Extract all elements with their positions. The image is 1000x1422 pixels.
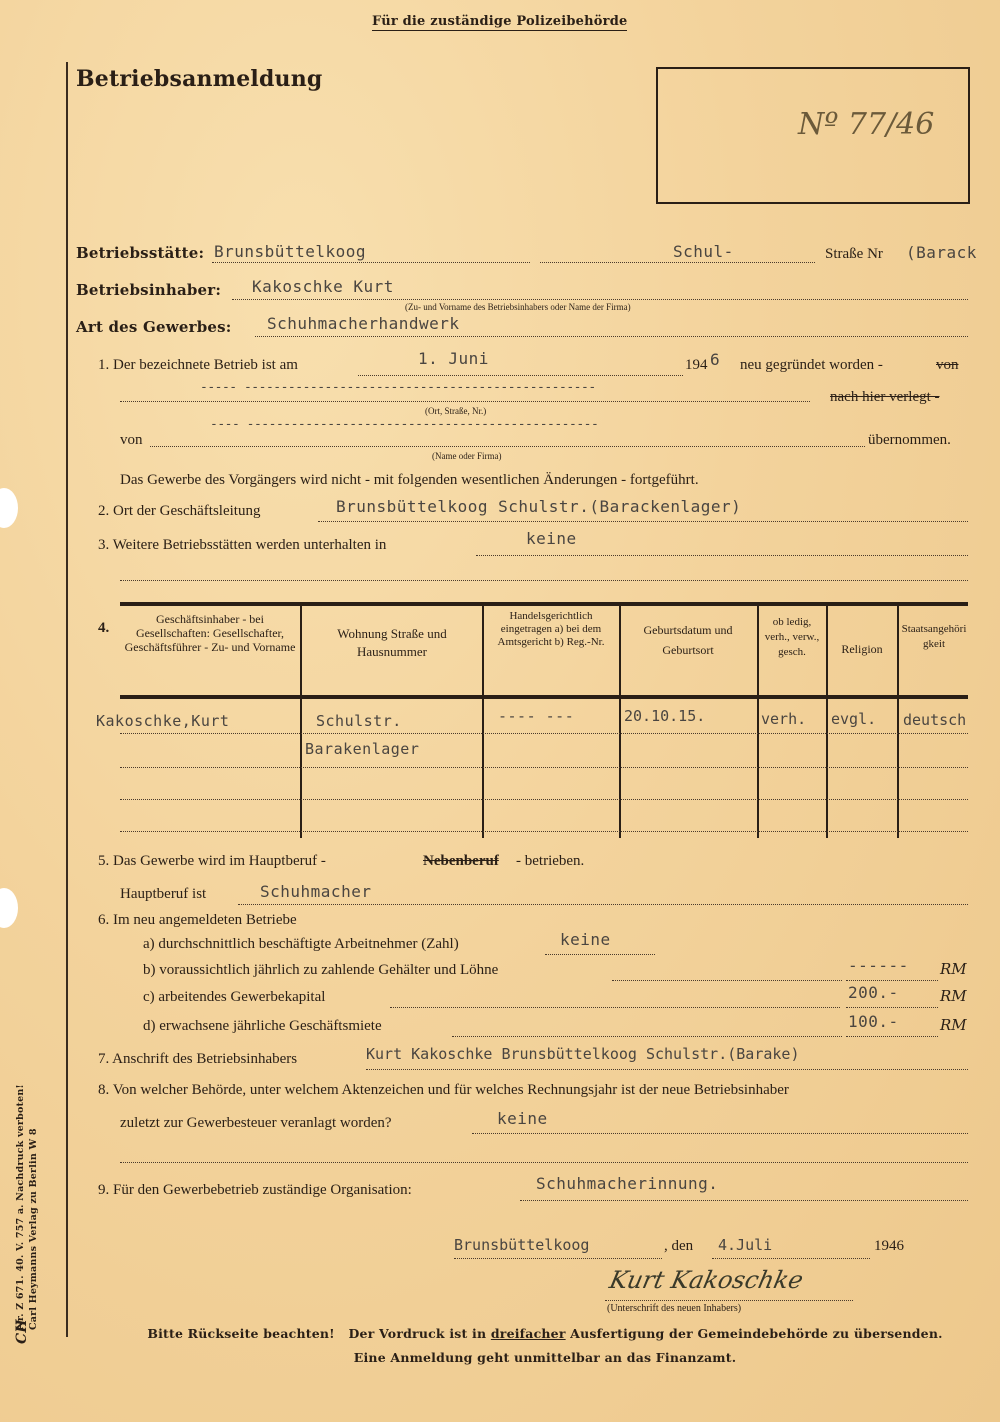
item2-value: Brunsbüttelkoog Schulstr.(Barackenlager) (336, 497, 742, 516)
item6-b-value: ------ (848, 956, 909, 975)
table-row-line (120, 766, 968, 768)
inhaber-label: Betriebsinhaber: (76, 281, 222, 299)
item6-a-field[interactable] (545, 930, 655, 955)
cell-religion[interactable]: evgl. (831, 710, 877, 728)
item6-c-leader (390, 991, 840, 1008)
strasse-nr-value: (Barack (906, 243, 977, 262)
item9-field[interactable] (520, 1174, 968, 1201)
item3-field[interactable] (476, 529, 968, 556)
margin-line2: Carl Heymanns Verlag zu Berlin W 8 (28, 1128, 39, 1330)
item6-c-value: 200.- (848, 983, 899, 1002)
place-value: Brunsbüttelkoog (454, 1236, 590, 1254)
item9-value: Schuhmacherinnung. (536, 1174, 719, 1193)
margin-line1: Nr. Z 671. 40. V. 757 a. Nachdruck verboten! (15, 1084, 26, 1330)
item7-field[interactable] (366, 1045, 968, 1070)
strasse-field[interactable] (540, 242, 815, 263)
item3-value: keine (526, 529, 577, 548)
item1-year-prefix: 194 (685, 357, 708, 373)
item6-a-value: keine (560, 930, 611, 949)
item8-field[interactable] (472, 1109, 968, 1134)
publisher-monogram-logo: CH (14, 1319, 30, 1344)
table-header-wohnung: Wohnung Straße und Hausnummer (337, 626, 447, 659)
item1-von-label: von (120, 432, 143, 448)
item5-struck: Nebenberuf (423, 853, 499, 869)
item1-hint-ort: (Ort, Straße, Nr.) (425, 406, 487, 416)
footer-line1 (122, 1326, 968, 1342)
item8-line2: zuletzt zur Gewerbesteuer veranlagt worden? (120, 1115, 392, 1131)
item9-label: 9. Für den Gewerbebetrieb zuständige Organisation: (98, 1182, 412, 1198)
item3-extra-line[interactable] (120, 578, 968, 581)
gewerbe-field[interactable] (255, 314, 968, 337)
strasse-label: Straße Nr (825, 246, 883, 262)
cell-handel[interactable]: ---- --- (498, 707, 575, 725)
item6-b-field[interactable] (846, 956, 938, 981)
item6-a-label: a) durchschnittlich beschäftigte Arbeitnehmer (Zahl) (143, 936, 459, 952)
table-col-divider (826, 604, 828, 838)
table-header-handel: Handelsgerichtlich eingetragen a) bei dem Amtsgericht b) Reg.-Nr. (497, 610, 605, 648)
gewerbe-value: Schuhmacherhandwerk (267, 314, 460, 333)
item1-dashes-2: ---- ------------------------------------------------ (210, 417, 599, 432)
file-number-box (656, 67, 970, 204)
inhaber-hint: (Zu- und Vorname des Betriebsinhabers oder Name der Firma) (405, 302, 631, 312)
cell-wohnung[interactable]: Schulstr. (316, 712, 402, 730)
item6-d-value: 100.- (848, 1012, 899, 1031)
authority-note: Für die zuständige Polizeibehörde (372, 14, 628, 29)
item6-c-field[interactable] (846, 983, 938, 1008)
betriebsstaette-value: Brunsbüttelkoog (214, 242, 366, 261)
item5-haupt-field[interactable] (238, 882, 968, 905)
item1-text-e: Das Gewerbe des Vorgängers wird nicht - mit folgenden wesentlichen Änderungen - fortgeführt. (120, 472, 699, 488)
item6-d-label: d) erwachsene jährliche Geschäftsmiete (143, 1018, 382, 1034)
item5-haupt-label: Hauptberuf ist (120, 886, 207, 902)
table-header-rule (120, 695, 968, 699)
table-col-divider (619, 604, 621, 838)
item1-date-field[interactable] (358, 349, 683, 376)
cell-wohnung-line2[interactable]: Barakenlager (305, 740, 420, 758)
den-label: , den (664, 1238, 694, 1254)
item3-label: 3. Weitere Betriebsstätten werden unterhalten in (98, 537, 387, 553)
item6-c-currency: RM (940, 987, 967, 1005)
table-top-rule (120, 602, 968, 606)
table-col-divider (300, 604, 302, 838)
signature-hint: (Unterschrift des neuen Inhabers) (607, 1303, 742, 1314)
table-header-inhaber: Geschäftsinhaber - bei Gesellschaften: Gesellschafter, Geschäftsführer - Zu- und Vorname (124, 612, 296, 654)
item1-text-a: 1. Der bezeichnete Betrieb ist am (98, 357, 298, 373)
footer-text-c: Ausfertigung der Gemeindebehörde zu übersenden. (570, 1326, 943, 1341)
file-number: Nº 77/46 (798, 107, 935, 142)
item1-hint-name: (Name oder Firma) (432, 451, 502, 461)
betriebsstaette-label: Betriebsstätte: (76, 244, 205, 262)
footer-underlined: dreifacher (490, 1326, 566, 1341)
item6-b-label: b) voraussichtlich jährlich zu zahlende Gehälter und Löhne (143, 962, 499, 978)
cell-geburt[interactable]: 20.10.15. (624, 707, 706, 725)
form-title: Betriebsanmeldung (76, 66, 323, 92)
item8-extra-line[interactable] (120, 1160, 968, 1163)
item5-text-b: - betrieben. (516, 853, 585, 869)
item1-dashes-1: ----- ------------------------------------------------ (200, 380, 596, 395)
date-field[interactable] (712, 1236, 870, 1259)
item1-struck-von: von (936, 357, 959, 373)
item7-label: 7. Anschrift des Betriebsinhabers (98, 1051, 298, 1067)
item6-d-leader (452, 1020, 842, 1037)
item6-d-currency: RM (940, 1016, 967, 1034)
table-row-line (120, 732, 968, 734)
item1-date-value: 1. Juni (418, 349, 489, 368)
cell-stand[interactable]: verh. (761, 710, 807, 728)
table-row-line (120, 798, 968, 800)
table-header-stand: ob ledig, verh., verw., gesch. (764, 616, 820, 658)
item1-year-value: 6 (710, 350, 721, 369)
year-value: 1946 (874, 1238, 904, 1254)
item1-ort-field[interactable] (120, 395, 810, 402)
item1-text-d: übernommen. (868, 432, 951, 448)
item1-text-b: neu gegründet worden - (740, 357, 883, 373)
place-field[interactable] (454, 1236, 662, 1259)
item4-number: 4. (98, 620, 110, 636)
item7-value: Kurt Kakoschke Brunsbüttelkoog Schulstr.(Barake) (366, 1045, 800, 1063)
betriebsstaette-field[interactable] (212, 242, 530, 263)
item1-text-c: nach hier verlegt - (830, 389, 940, 405)
item6-b-leader (612, 964, 842, 981)
item6-d-field[interactable] (846, 1012, 938, 1037)
table-col-divider (482, 604, 484, 838)
item5-text-a: 5. Das Gewerbe wird im Hauptberuf - (98, 853, 326, 869)
item6-c-label: c) arbeitendes Gewerbekapital (143, 989, 326, 1005)
item8-value: keine (497, 1109, 548, 1128)
footer-text-a: Der Vordruck ist in (348, 1326, 487, 1341)
date-value: 4.Juli (718, 1236, 773, 1254)
item1-name-field[interactable] (150, 440, 865, 447)
item8-line1: 8. Von welcher Behörde, unter welchem Aktenzeichen und für welches Rechnungsjahr ist der neue Betriebsinhaber (98, 1082, 789, 1098)
inhaber-value: Kakoschke Kurt (252, 277, 394, 296)
cell-name[interactable]: Kakoschke,Kurt (96, 712, 230, 730)
signature-text: Kurt Kakoschke (607, 1266, 806, 1294)
table-header-staat: Staatsangehörigkeit (901, 623, 967, 650)
item5-haupt-value: Schuhmacher (260, 882, 372, 901)
inhaber-field[interactable] (232, 277, 968, 300)
table-header-religion: Religion (841, 642, 883, 656)
signature-line[interactable] (605, 1298, 853, 1301)
table-row-line (120, 830, 968, 832)
item6-b-currency: RM (940, 960, 967, 978)
footer-line2: Eine Anmeldung geht unmittelbar an das Finanzamt. (353, 1350, 737, 1365)
left-margin-rule (66, 62, 68, 1337)
item2-label: 2. Ort der Geschäftsleitung (98, 503, 261, 519)
item2-field[interactable] (318, 497, 968, 522)
table-header-geburt: Geburtsdatum und Geburtsort (643, 623, 733, 657)
margin-imprint (14, 1084, 40, 1330)
gewerbe-label: Art des Gewerbes: (76, 318, 232, 336)
strasse-value: Schul- (673, 242, 734, 261)
item6-label: 6. Im neu angemeldeten Betriebe (98, 912, 297, 928)
footer-note-back: Bitte Rückseite beachten! (147, 1326, 335, 1341)
cell-staat[interactable]: deutsch (903, 711, 967, 729)
